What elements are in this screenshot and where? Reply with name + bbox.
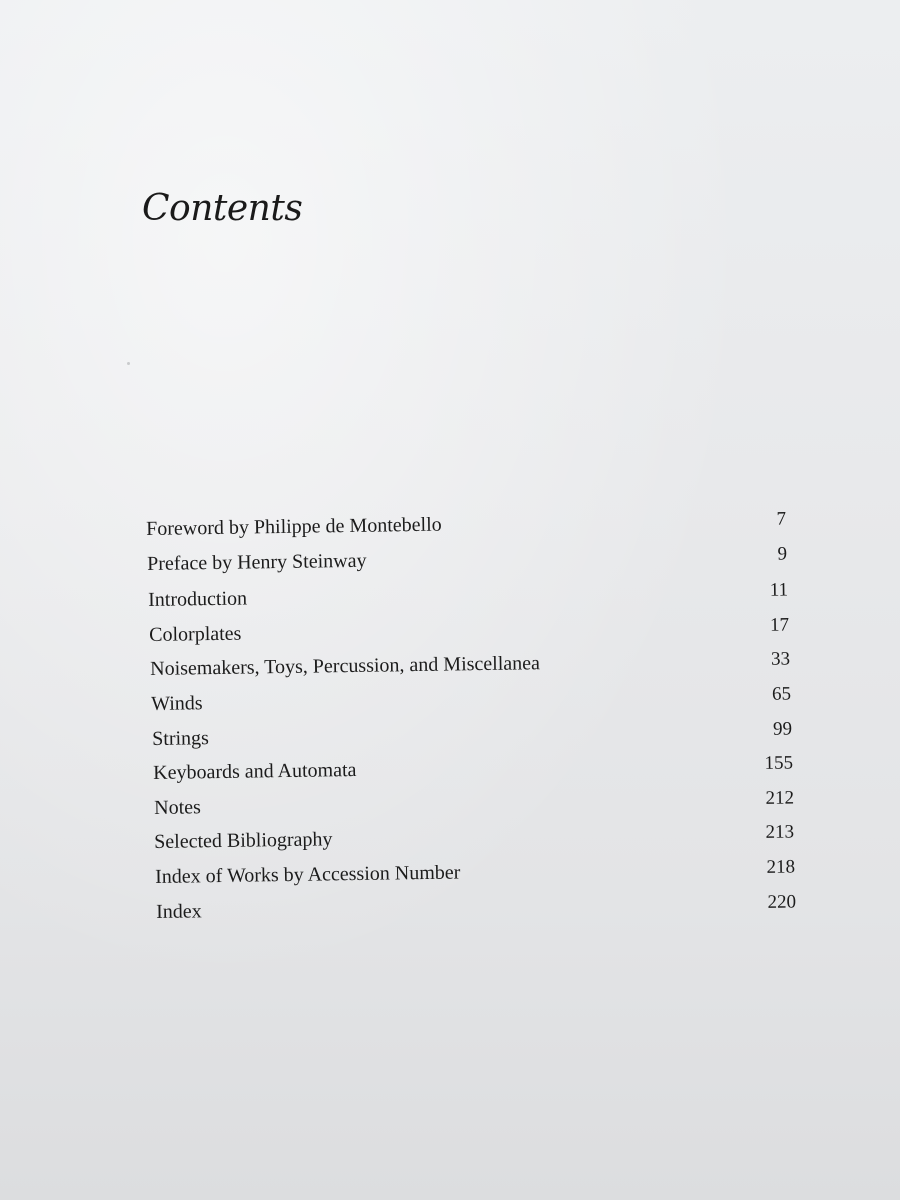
toc-entry-introduction	[148, 579, 788, 616]
toc-entry-index	[156, 891, 796, 928]
toc-entry-index-of-works	[155, 856, 795, 893]
toc-entry-page-number: 9	[777, 543, 788, 565]
toc-entry-winds	[151, 683, 791, 720]
toc-entry-notes	[154, 787, 794, 824]
toc-entry-foreword	[146, 508, 786, 545]
toc-entry-page-number: 213	[765, 821, 795, 843]
toc-entry-bibliography	[154, 821, 794, 858]
toc-entry-page-number: 7	[776, 508, 787, 530]
toc-entry-title: Winds	[151, 692, 203, 715]
toc-entry-title: Strings	[152, 727, 210, 750]
toc-entry-page-number: 65	[771, 683, 792, 705]
toc-entry-page-number: 99	[772, 718, 793, 740]
toc-entry-title: Noisemakers, Toys, Percussion, and Miscellanea	[150, 652, 541, 680]
toc-entry-page-number: 220	[767, 891, 797, 913]
toc-entry-page-number: 212	[765, 787, 795, 809]
toc-entry-strings	[152, 718, 792, 755]
toc-entry-page-number: 33	[770, 648, 791, 670]
toc-entry-title: Selected Bibliography	[154, 828, 333, 853]
page-title: Contents	[142, 188, 303, 229]
toc-entry-title: Index of Works by Accession Number	[155, 861, 461, 888]
toc-entry-title: Colorplates	[149, 622, 242, 646]
toc-entry-title: Keyboards and Automata	[153, 758, 357, 784]
toc-entry-title: Preface by Henry Steinway	[147, 549, 367, 575]
toc-entry-page-number: 11	[769, 579, 789, 601]
toc-entry-colorplates	[149, 614, 789, 651]
toc-entry-keyboards	[153, 752, 793, 789]
toc-entry-title: Index	[156, 900, 202, 923]
toc-entry-title: Notes	[154, 796, 202, 819]
toc-entry-preface	[147, 543, 787, 580]
toc-entry-title: Foreword by Philippe de Montebello	[146, 513, 442, 540]
toc-entry-page-number: 218	[766, 856, 796, 878]
toc-entry-page-number: 155	[764, 752, 794, 774]
toc-entry-page-number: 17	[769, 614, 790, 636]
toc-entry-noisemakers	[150, 648, 790, 685]
toc-entry-title: Introduction	[148, 587, 248, 611]
